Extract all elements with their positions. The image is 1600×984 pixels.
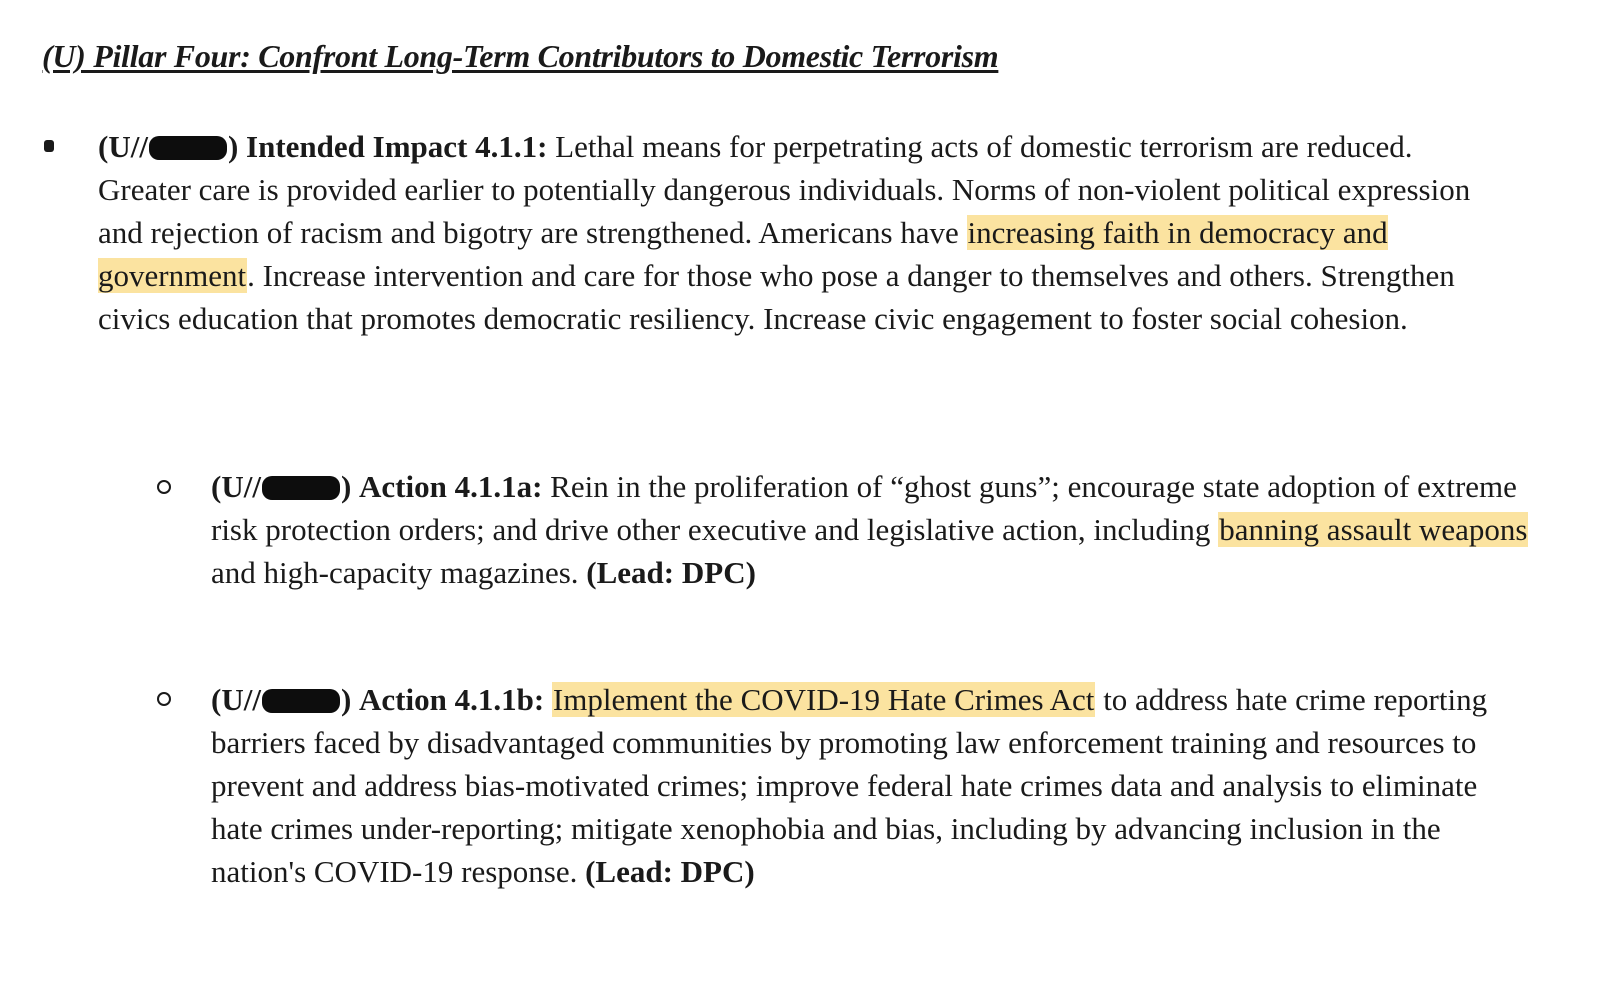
action-a-text-after: and high-capacity magazines. xyxy=(211,555,587,590)
impact-marking-suffix: ) xyxy=(227,129,239,164)
redaction-mark xyxy=(262,476,340,500)
action-a-marking-suffix: ) xyxy=(340,469,352,504)
action-b-label: Action 4.1.1b: xyxy=(359,682,545,717)
action-a-paragraph xyxy=(211,465,1531,594)
action-a-highlight: banning assault weapons xyxy=(1219,512,1528,547)
bullet-circle-icon xyxy=(157,480,171,494)
impact-marking-prefix: (U// xyxy=(98,129,148,164)
action-a-label: Action 4.1.1a: xyxy=(359,469,543,504)
action-b-marking-suffix: ) xyxy=(340,682,352,717)
impact-highlight: increasing faith in democracy and government xyxy=(98,215,1388,293)
action-b-marking-prefix: (U// xyxy=(211,682,261,717)
bullet-dot-icon xyxy=(44,140,54,152)
action-a-marking-prefix: (U// xyxy=(211,469,261,504)
action-b-text-before xyxy=(544,682,552,717)
redaction-mark xyxy=(149,136,227,160)
intended-impact-paragraph xyxy=(98,125,1498,340)
impact-label: Intended Impact 4.1.1: xyxy=(246,129,548,164)
action-b-lead: (Lead: DPC) xyxy=(585,854,755,889)
action-b-highlight: Implement the COVID-19 Hate Crimes Act xyxy=(552,682,1095,717)
pillar-heading: (U) Pillar Four: Confront Long-Term Contributors to Domestic Terrorism xyxy=(42,38,999,74)
redaction-mark xyxy=(262,689,340,713)
action-a-text-before: Rein in the proliferation of “ghost guns”; encourage state adoption of extreme risk protection orders; and drive other executive and legislative action, including xyxy=(211,469,1517,547)
action-a-lead: (Lead: DPC) xyxy=(586,555,756,590)
impact-text-after: . Increase intervention and care for those who pose a danger to themselves and others. Strengthen civics education that promotes democratic resiliency. Increase civic engagement to foster social cohesion. xyxy=(98,258,1455,336)
bullet-circle-icon xyxy=(157,692,171,706)
action-b-text-after: to address hate crime reporting barriers faced by disadvantaged communities by promoting law enforcement training and resources to prevent and address bias-motivated crimes; improve federal hate crimes data and analysis to eliminate hate crimes under-reporting; mitigate xenophobia and bias, including by advancing inclusion in the nation's COVID-19 response. xyxy=(211,682,1488,889)
impact-text-before: Lethal means for perpetrating acts of domestic terrorism are reduced. Greater care is provided earlier to potentially dangerous individuals. Norms of non-violent political expression and rejection of racism and bigotry are strengthened. Americans have xyxy=(98,129,1471,250)
action-b-paragraph xyxy=(211,678,1531,893)
